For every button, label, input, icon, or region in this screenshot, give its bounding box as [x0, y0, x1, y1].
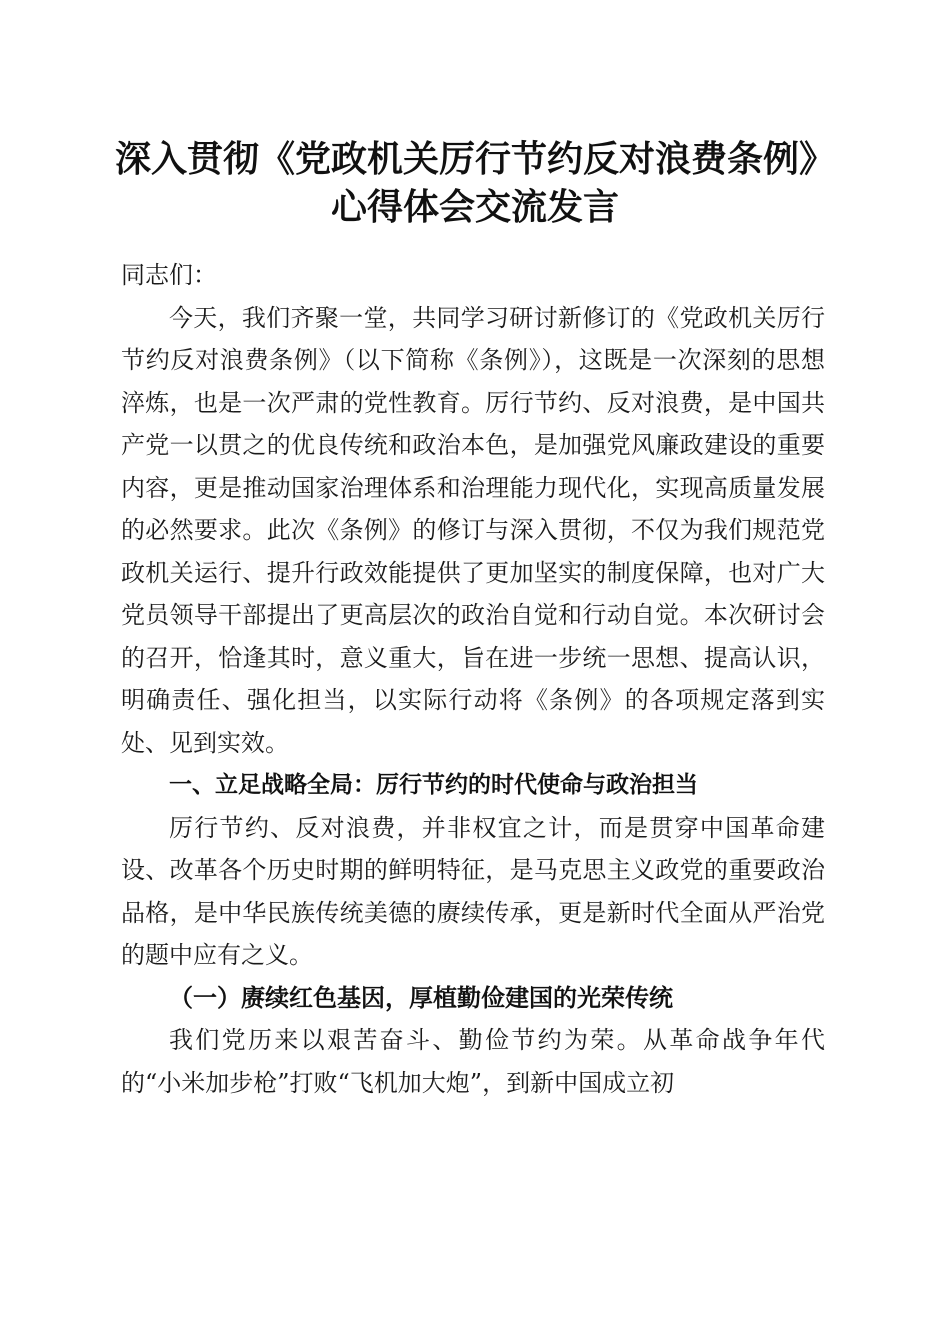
- section-1-paragraph: 厉行节约、反对浪费，并非权宜之计，而是贯穿中国革命建设、改革各个历史时期的鲜明特征，是马克思主义政党的重要政治品格，是中华民族传统美德的赓续传承，更是新时代全面从严治党的题中应有之义。: [121, 813, 825, 969]
- section-1-heading: 一、立足战略全局：厉行节约的时代使命与政治担当: [169, 772, 698, 798]
- document-title-line-2: 心得体会交流发言: [330, 187, 619, 228]
- document-body: [121, 254, 825, 1104]
- subsection-1-heading: （一）赓续红色基因，厚植勤俭建国的光荣传统: [169, 982, 673, 1012]
- salutation: 同志们：: [121, 261, 217, 289]
- intro-paragraph: 今天，我们齐聚一堂，共同学习研讨新修订的《党政机关厉行节约反对浪费条例》（以下简称《条例》），这既是一次深刻的思想淬炼，也是一次严肃的党性教育。厉行节约、反对浪费，是中国共产党一以贯之的优良传统和政治本色，是加强党风廉政建设的重要内容，更是推动国家治理体系和治理能力现代化，实现高质量发展的必然要求。此次《条例》的修订与深入贯彻，不仅为我们规范党政机关运行、提升行政效能提供了更加坚实的制度保障，也对广大党员领导干部提出了更高层次的政治自觉和行动自觉。本次研讨会的召开，恰逢其时，意义重大，旨在进一步统一思想、提高认识，明确责任、强化担当，以实际行动将《条例》的各项规定落到实处、见到实效。: [121, 303, 825, 757]
- document-title-line-1: 深入贯彻《党政机关厉行节约反对浪费条例》: [114, 139, 835, 180]
- subsection-1-paragraph: 我们党历来以艰苦奋斗、勤俭节约为荣。从革命战争年代的“小米加步枪”打败“飞机加大炮”，到新中国成立初: [121, 1026, 825, 1097]
